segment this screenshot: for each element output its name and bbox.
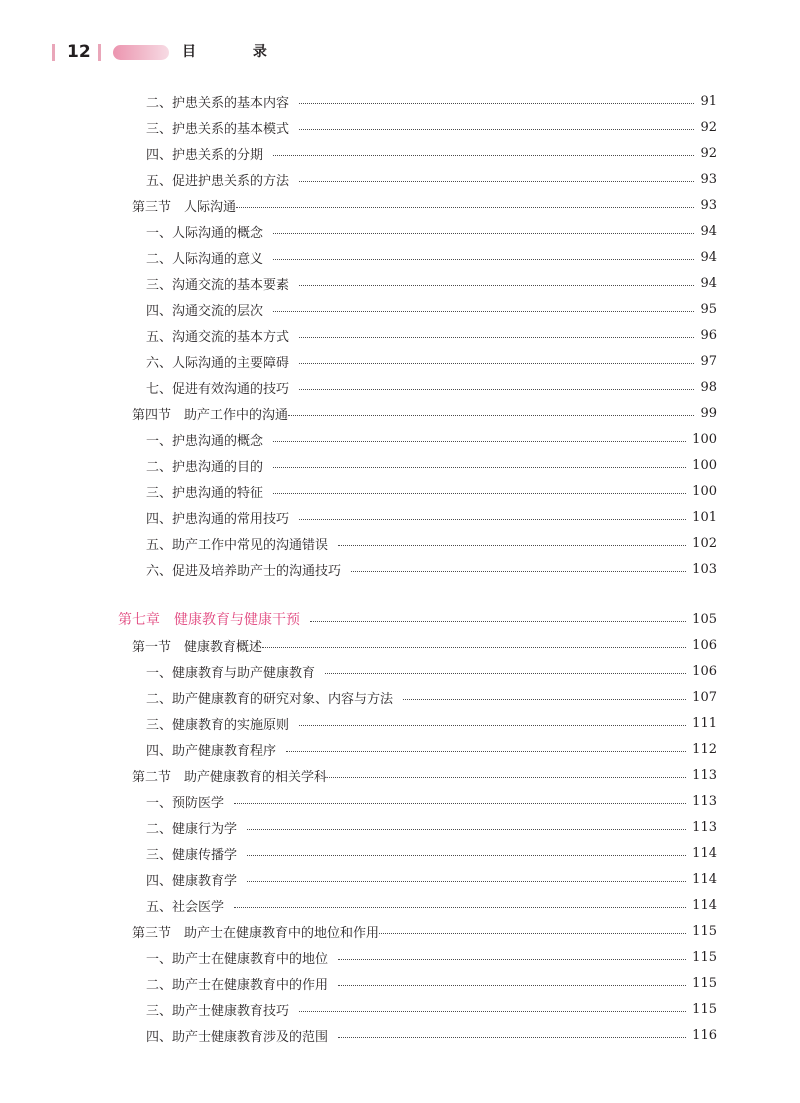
toc-item — [146, 142, 717, 164]
toc-entry-title: 四、助产士健康教育涉及的范围 — [146, 1029, 329, 1045]
toc-page-number: 103 — [692, 561, 717, 577]
toc-leader-dots — [299, 181, 694, 182]
toc-page-number: 105 — [692, 611, 717, 627]
toc-item — [146, 376, 717, 398]
toc-leader-dots — [273, 259, 694, 260]
toc-entry-title: 一、助产士在健康教育中的地位 — [146, 951, 329, 967]
toc-page-number: 106 — [692, 663, 717, 679]
toc-leader-dots — [247, 881, 686, 882]
toc-page-number: 114 — [692, 871, 717, 887]
toc-page-number: 94 — [700, 249, 717, 265]
toc-item — [146, 660, 717, 682]
toc-entry-title: 第一节 健康教育概述 — [132, 639, 263, 655]
toc-entry-title: 第七章 健康教育与健康干预 — [118, 612, 300, 628]
toc-leader-dots — [338, 1037, 686, 1038]
toc-item — [146, 842, 717, 864]
toc-page-number: 111 — [692, 715, 717, 731]
toc-entry-title: 四、护患沟通的常用技巧 — [146, 511, 290, 527]
toc-entry-title: 三、护患沟通的特征 — [146, 485, 264, 501]
toc-leader-dots — [299, 519, 686, 520]
toc-leader-dots — [234, 907, 686, 908]
toc-leader-dots — [262, 647, 686, 648]
toc-item — [146, 246, 717, 268]
toc-leader-dots — [236, 207, 694, 208]
toc-item — [146, 1024, 717, 1046]
toc-page-number: 92 — [700, 119, 717, 135]
toc-page-number: 102 — [692, 535, 717, 551]
toc-entry-title: 三、健康教育的实施原则 — [146, 717, 290, 733]
toc-entry-title: 二、护患关系的基本内容 — [146, 95, 290, 111]
toc-item — [146, 90, 717, 112]
toc-page-number: 115 — [692, 949, 717, 965]
toc-leader-dots — [327, 777, 686, 778]
toc-entry-title: 二、护患沟通的目的 — [146, 459, 264, 475]
toc-item — [146, 168, 717, 190]
toc-page-number: 115 — [692, 975, 717, 991]
toc-item — [146, 972, 717, 994]
toc-leader-dots — [299, 129, 694, 130]
toc-page-number: 100 — [692, 431, 717, 447]
toc-entry-title: 一、护患沟通的概念 — [146, 433, 264, 449]
toc-page-number: 107 — [692, 689, 717, 705]
toc-leader-dots — [299, 363, 694, 364]
toc-leader-dots — [403, 699, 686, 700]
toc-section — [132, 764, 717, 786]
toc-item — [146, 532, 717, 554]
toc-leader-dots — [273, 155, 694, 156]
toc-leader-dots — [310, 621, 686, 622]
toc-leader-dots — [325, 673, 686, 674]
toc-item — [146, 298, 717, 320]
toc-entry-title: 第二节 助产健康教育的相关学科 — [132, 769, 328, 785]
toc-page-number: 115 — [692, 1001, 717, 1017]
toc-page-number: 116 — [692, 1027, 717, 1043]
toc-item — [146, 272, 717, 294]
toc-leader-dots — [299, 103, 694, 104]
toc-page-number: 94 — [700, 275, 717, 291]
toc-entry-title: 第四节 助产工作中的沟通 — [132, 407, 289, 423]
toc-page-number: 99 — [700, 405, 717, 421]
toc-entry-title: 三、健康传播学 — [146, 847, 238, 863]
toc-leader-dots — [299, 285, 694, 286]
toc-entry-title: 第三节 助产士在健康教育中的地位和作用 — [132, 925, 380, 941]
toc-page-number: 96 — [700, 327, 717, 343]
toc-leader-dots — [379, 933, 686, 934]
toc-page-number: 100 — [692, 483, 717, 499]
toc-entry-title: 五、沟通交流的基本方式 — [146, 329, 290, 345]
toc-page-number: 101 — [692, 509, 717, 525]
toc-item — [146, 506, 717, 528]
toc-page-number: 97 — [700, 353, 717, 369]
toc-item — [146, 894, 717, 916]
toc-leader-dots — [299, 337, 694, 338]
toc-leader-dots — [299, 1011, 686, 1012]
toc-entry-title: 三、沟通交流的基本要素 — [146, 277, 290, 293]
toc-entry-title: 四、护患关系的分期 — [146, 147, 264, 163]
toc-leader-dots — [247, 855, 686, 856]
toc-leader-dots — [299, 389, 694, 390]
toc-leader-dots — [288, 415, 694, 416]
toc-section — [132, 194, 717, 216]
page-number: 12 — [67, 42, 91, 62]
toc-entry-title: 七、促进有效沟通的技巧 — [146, 381, 290, 397]
toc-page-number: 115 — [692, 923, 717, 939]
toc-entry-title: 二、助产健康教育的研究对象、内容与方法 — [146, 691, 394, 707]
toc-item — [146, 816, 717, 838]
toc-item — [146, 220, 717, 242]
toc-entry-title: 五、社会医学 — [146, 899, 225, 915]
toc-item — [146, 350, 717, 372]
toc-entry-title: 三、护患关系的基本模式 — [146, 121, 290, 137]
toc-entry-title: 一、健康教育与助产健康教育 — [146, 665, 316, 681]
toc-section — [132, 402, 717, 424]
toc-entry-title: 二、人际沟通的意义 — [146, 251, 264, 267]
toc-leader-dots — [273, 467, 686, 468]
toc-leader-dots — [273, 441, 686, 442]
toc-entry-title: 二、助产士在健康教育中的作用 — [146, 977, 329, 993]
toc-chapter — [118, 608, 717, 630]
toc-leader-dots — [273, 233, 694, 234]
toc-entry-title: 一、人际沟通的概念 — [146, 225, 264, 241]
toc-entry-title: 二、健康行为学 — [146, 821, 238, 837]
toc-entry-title: 三、助产士健康教育技巧 — [146, 1003, 290, 1019]
toc-item — [146, 428, 717, 450]
toc-item — [146, 790, 717, 812]
toc-entry-title: 六、促进及培养助产士的沟通技巧 — [146, 563, 342, 579]
toc-item — [146, 868, 717, 890]
toc-page-number: 93 — [700, 171, 717, 187]
toc-item — [146, 558, 717, 580]
toc-leader-dots — [273, 493, 686, 494]
toc-page-number: 106 — [692, 637, 717, 653]
toc-item — [146, 324, 717, 346]
toc-page-number: 91 — [700, 93, 717, 109]
page-title: 目 录 — [182, 44, 293, 60]
toc-item — [146, 686, 717, 708]
toc-page-number: 113 — [692, 819, 717, 835]
toc-page-number: 114 — [692, 897, 717, 913]
toc-page-number: 113 — [692, 767, 717, 783]
toc-page-number: 93 — [700, 197, 717, 213]
toc-leader-dots — [273, 311, 694, 312]
toc-leader-dots — [338, 959, 686, 960]
toc-page-number: 94 — [700, 223, 717, 239]
toc-item — [146, 998, 717, 1020]
toc-entry-title: 四、助产健康教育程序 — [146, 743, 277, 759]
toc-item — [146, 946, 717, 968]
toc-entry-title: 四、健康教育学 — [146, 873, 238, 889]
toc-page-number: 112 — [692, 741, 717, 757]
toc-page-number: 113 — [692, 793, 717, 809]
toc-entry-title: 一、预防医学 — [146, 795, 225, 811]
toc-page-number: 98 — [700, 379, 717, 395]
toc-item — [146, 712, 717, 734]
toc-entry-title: 四、沟通交流的层次 — [146, 303, 264, 319]
toc-leader-dots — [234, 803, 686, 804]
toc-leader-dots — [351, 571, 686, 572]
toc-leader-dots — [247, 829, 686, 830]
toc-leader-dots — [286, 751, 686, 752]
toc-page-number: 95 — [700, 301, 717, 317]
toc-item — [146, 738, 717, 760]
toc-section — [132, 634, 717, 656]
toc-leader-dots — [338, 985, 686, 986]
toc-page-number: 114 — [692, 845, 717, 861]
toc-entry-title: 第三节 人际沟通 — [132, 199, 237, 215]
toc-entry-title: 五、助产工作中常见的沟通错误 — [146, 537, 329, 553]
toc-item — [146, 116, 717, 138]
toc-entry-title: 六、人际沟通的主要障碍 — [146, 355, 290, 371]
toc-entry-title: 五、促进护患关系的方法 — [146, 173, 290, 189]
toc-item — [146, 480, 717, 502]
toc-section — [132, 920, 717, 942]
toc-page-number: 92 — [700, 145, 717, 161]
toc-item — [146, 454, 717, 476]
toc-leader-dots — [338, 545, 686, 546]
toc-leader-dots — [299, 725, 686, 726]
toc-page-number: 100 — [692, 457, 717, 473]
